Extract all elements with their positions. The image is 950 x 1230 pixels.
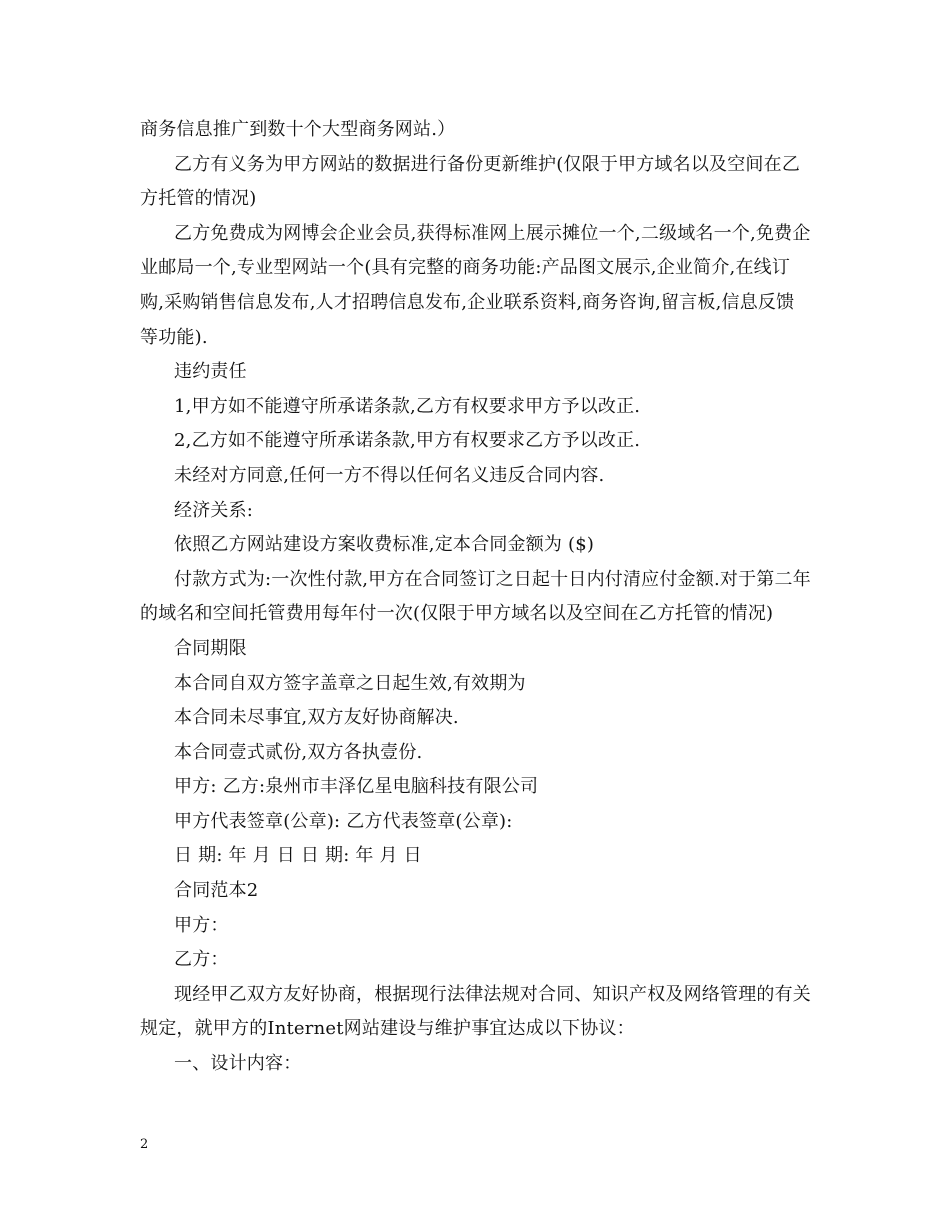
paragraph-6: 2,乙方如不能遵守所承诺条款,甲方有权要求乙方予以改正. (174, 430, 641, 452)
signature-parties: 甲方: 乙方:泉州市丰泽亿星电脑科技有限公司 (174, 776, 539, 798)
signature-representatives: 甲方代表签章(公章): 乙方代表签章(公章): (174, 810, 513, 832)
party-a-label: 甲方： (174, 914, 229, 936)
paragraph-13: 本合同未尽事宜,双方友好协商解决. (174, 707, 459, 729)
paragraph-7: 未经对方同意,任何一方不得以任何名义违反合同内容. (174, 464, 605, 486)
section-heading-template-2: 合同范本2 (174, 880, 259, 902)
paragraph-2: 乙方有义务为甲方网站的数据进行备份更新维护(仅限于甲方域名以及空间在乙方托管的情况) (140, 153, 801, 210)
document-body (140, 113, 812, 1082)
paragraph-1: 商务信息推广到数十个大型商务网站.） (140, 119, 456, 140)
section-heading-term: 合同期限 (174, 637, 247, 659)
paragraph-10: 付款方式为:一次性付款,甲方在合同签订之日起十日内付清应付金额.对于第二年的域名和空间托管费用每年付一次(仅限于甲方域名以及空间在乙方托管的情况) (140, 568, 811, 625)
section-heading-design: 一、设计内容： (174, 1053, 302, 1075)
paragraph-12: 本合同自双方签字盖章之日起生效,有效期为 (174, 672, 526, 694)
paragraph-3: 乙方免费成为网博会企业会员,获得标准网上展示摊位一个,二级域名一个,免费企业邮局一个,专业型网站一个(具有完整的商务功能:产品图文展示,企业简介,在线订购,采购销售信息发布,人才招聘信息发布,企业联系资料,商务咨询,留言板,信息反馈等功能). (140, 222, 811, 348)
paragraph-21: 现经甲乙双方友好协商，根据现行法律法规对合同、知识产权及网络管理的有关规定，就甲方的Internet网站建设与维护事宜达成以下协议： (140, 983, 811, 1040)
signature-dates: 日 期: 年 月 日 日 期: 年 月 日 (174, 845, 422, 867)
section-heading-economic: 经济关系: (174, 499, 254, 521)
party-b-label: 乙方： (174, 949, 229, 971)
paragraph-5: 1,甲方如不能遵守所承诺条款,乙方有权要求甲方予以改正. (174, 395, 641, 417)
paragraph-9: 依照乙方网站建设方案收费标准,定本合同金额为 ($) (174, 534, 595, 556)
page-number: 2 (140, 1137, 149, 1152)
section-heading-breach: 违约责任 (174, 361, 247, 383)
paragraph-14: 本合同壹式贰份,双方各执壹份. (174, 741, 423, 763)
